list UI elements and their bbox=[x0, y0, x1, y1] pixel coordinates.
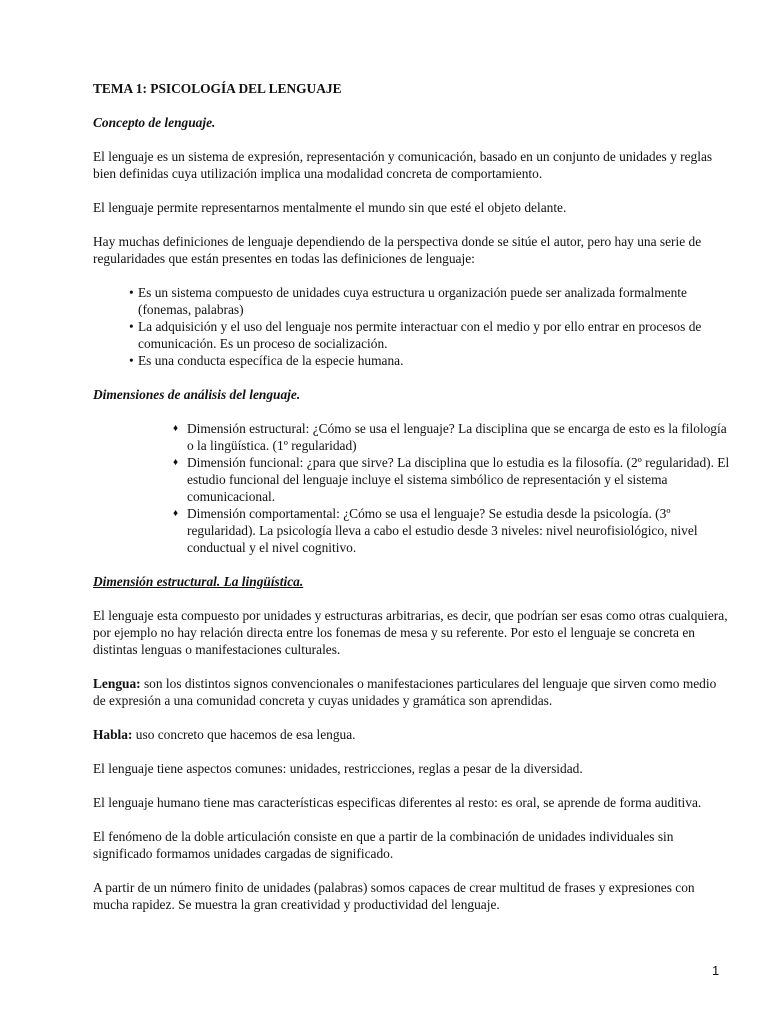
list-item bbox=[129, 318, 729, 352]
bullet-icon: • bbox=[129, 285, 134, 300]
list-item bbox=[129, 352, 729, 369]
section-heading-dimensiones: Dimensiones de análisis del lenguaje. bbox=[93, 387, 301, 402]
list-item-text: Es un sistema compuesto de unidades cuya estructura u organización puede ser analizada formalmente (fonemas, palabras) bbox=[138, 285, 687, 317]
paragraph: El lenguaje humano tiene mas características especificas diferentes al resto: es oral, se aprende de forma auditiva. bbox=[93, 795, 702, 810]
list-item-text: Es una conducta específica de la especie humana. bbox=[138, 353, 404, 368]
diamond-list bbox=[173, 420, 733, 556]
list-item-text: Dimensión estructural: ¿Cómo se usa el lenguaje? La disciplina que se encarga de esto es la filología o la lingüística. (1º regularidad) bbox=[187, 421, 727, 453]
definition-lengua bbox=[93, 675, 729, 709]
section-heading-estructural: Dimensión estructural. La lingüística. bbox=[93, 574, 304, 589]
definition-text: uso concreto que hacemos de esa lengua. bbox=[132, 727, 356, 742]
list-item-text: Dimensión funcional: ¿para que sirve? La disciplina que lo estudia es la filosofía. (2º regularidad). El estudio funcional del lenguaje incluye el sistema simbólico de representación y el sistema comunicacional. bbox=[187, 455, 730, 504]
diamond-bullet-icon: ♦ bbox=[173, 423, 179, 434]
definition-text: son los distintos signos convencionales o manifestaciones particulares del lenguaje que sirven como medio de expresión a una comunidad concreta y cuyas unidades y gramática son aprendidas. bbox=[93, 676, 717, 708]
paragraph: Hay muchas definiciones de lenguaje dependiendo de la perspectiva donde se sitúe el autor, pero hay una serie de regularidades que están presentes en todas las definiciones de lenguaje: bbox=[93, 234, 702, 266]
paragraph: El fenómeno de la doble articulación consiste en que a partir de la combinación de unidades individuales sin significado formamos unidades cargadas de significado. bbox=[93, 829, 674, 861]
list-item-text: Dimensión comportamental: ¿Cómo se usa el lenguaje? Se estudia desde la psicología. (3º regularidad). La psicología lleva a cabo el estudio desde 3 niveles: nivel neurofisiológico, nivel conductual y el nivel cognitivo. bbox=[187, 506, 698, 555]
document-page bbox=[93, 80, 729, 913]
bullet-icon: • bbox=[129, 319, 134, 334]
paragraph: El lenguaje permite representarnos mentalmente el mundo sin que esté el objeto delante. bbox=[93, 200, 567, 215]
list-item bbox=[173, 420, 733, 454]
section-heading-concepto: Concepto de lenguaje. bbox=[93, 115, 216, 130]
list-item bbox=[173, 505, 733, 556]
paragraph: A partir de un número finito de unidades (palabras) somos capaces de crear multitud de frases y expresiones con mucha rapidez. Se muestra la gran creatividad y productividad del lenguaje. bbox=[93, 880, 695, 912]
bullet-list bbox=[129, 284, 729, 369]
term-habla: Habla: bbox=[93, 727, 133, 742]
paragraph: El lenguaje esta compuesto por unidades y estructuras arbitrarias, es decir, que podrían ser esas como otras cualquiera, por ejemplo no hay relación directa entre los fonemas de mesa y su referente. Por esto el lenguaje se concreta en distintas lenguas o manifestaciones culturales. bbox=[93, 608, 728, 657]
diamond-bullet-icon: ♦ bbox=[173, 457, 179, 468]
term-lengua: Lengua: bbox=[93, 676, 141, 691]
definition-habla bbox=[93, 726, 729, 743]
diamond-bullet-icon: ♦ bbox=[173, 508, 179, 519]
paragraph: El lenguaje tiene aspectos comunes: unidades, restricciones, reglas a pesar de la diversidad. bbox=[93, 761, 583, 776]
bullet-icon: • bbox=[129, 353, 134, 368]
page-number: 1 bbox=[712, 963, 720, 978]
list-item bbox=[173, 454, 733, 505]
list-item-text: La adquisición y el uso del lenguaje nos permite interactuar con el medio y por ello entrar en procesos de comunicación. Es un proceso de socialización. bbox=[138, 319, 702, 351]
list-item bbox=[129, 284, 729, 318]
document-title: TEMA 1: PSICOLOGÍA DEL LENGUAJE bbox=[93, 81, 342, 96]
paragraph: El lenguaje es un sistema de expresión, representación y comunicación, basado en un conjunto de unidades y reglas bien definidas cuya utilización implica una modalidad concreta de comportamiento. bbox=[93, 149, 713, 181]
